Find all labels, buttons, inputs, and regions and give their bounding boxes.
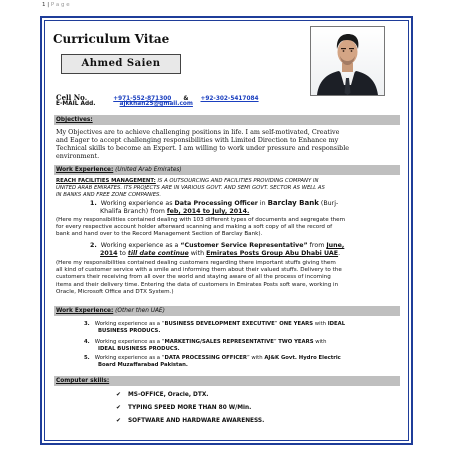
item-2-description [56,260,400,296]
work-uae-subheading: (United Arab Emirates) [115,167,182,173]
cv-title: Curriculum Vitae [53,32,170,46]
employer-name: BUSINESS PRODUCS. [98,328,161,334]
job-title: MARKETING/SALES REPRESENTATIVE [164,339,274,345]
reach-line: IN BANKS AND FREE ZONE COMPANIES. [56,192,162,198]
checkmark-icon: ✔ [116,405,121,411]
page-number [42,2,70,8]
employer-name: Emirates Posts Group Abu Dhabi UAE [206,250,339,257]
page-number-value: 1 [42,2,46,8]
objectives-heading: Objectives: [56,117,93,123]
objectives-line: My Objectives are to achieve challenging positions in life. I am self-motivated, Creative [56,128,340,136]
work-other-heading-bar [54,306,400,316]
description-line: items and their delivery time. Entering the data of customers in Emirates Posts soft ware, working in [56,281,339,288]
item-1-description [56,217,400,239]
employer-name: IDEAL [327,321,346,327]
checkmark-icon: ✔ [116,418,121,424]
objectives-text [56,128,400,160]
description-line: bank and hand over to the Record Management Section of Barclay Bank). [56,231,263,238]
item-number: 4. [84,339,90,345]
item-text: ” [274,321,280,327]
objectives-heading-bar [54,115,400,125]
item-text: ” [273,339,279,345]
reach-line: IS A OUTSOURCING AND FACILITIES PROVIDING COMPANY IN [155,178,319,184]
description-line: (Here my responsibilities contained dealing customers regarding there important stuffs giving them [56,260,336,266]
item-text: Working experience as a “ [94,355,165,361]
work-other-heading: Work Experience: [56,308,114,314]
reach-description [56,178,400,199]
reach-line: UNITED ARAB EMIRATES. ITS PROJECTS ARE IN VARIOUS GOVT. AND SEMI GOVT. SECTOR AS WELL AS [56,185,325,191]
employment-period: feb, 2014 to July, 2014. [166,208,250,215]
profile-photo [310,26,385,96]
item-number: 1. [90,200,97,207]
job-title: BUSINESS DEVELOPMENT EXECUTIVE [164,321,275,327]
experience-item-5 [84,355,404,369]
email-contact [56,101,193,107]
experience-item-2 [90,242,400,258]
item-text: (Burj- [318,200,339,207]
skill-text: SOFTWARE AND HARDWARE AWARENESS. [128,418,265,424]
description-line: (Here my responsibilities contained dealing with 103 different types of documents and segregate them [56,217,346,223]
duration: TWO YEARS [278,339,314,345]
experience-item-4 [84,339,404,353]
phone-pk-link[interactable]: +92-302-5417084 [200,96,259,102]
experience-item-3 [84,321,404,335]
item-text: Khalifa Branch) from [100,208,167,215]
computer-skills-heading-bar [54,376,400,386]
name-box: Ahmed Saien [61,54,181,74]
objectives-line: and Eager to accept challenging responsibilities with Limited Direction to Enhance my [56,136,339,144]
employer-name: Barclay Bank [267,199,319,207]
item-text: with [188,250,207,257]
description-line: customers their receiving from all over the world and staying aware of all the process of incoming [56,274,331,281]
employment-year: 2014 [100,250,118,257]
item-text: Working experience as a “ [94,339,165,345]
employer-name: IDEAL BUSINESS PRODUCS. [98,346,180,352]
item-text: in [257,200,268,207]
item-number: 5. [84,355,90,361]
page-label: P a g e [50,2,70,8]
duration: ONE YEARS [279,321,314,327]
description-line: all kind of customer service with a smile and informing them about their valued stuffs. Delivery to the [56,267,342,274]
item-text: to [117,250,128,257]
work-uae-heading-bar [54,165,400,175]
skill-item [116,418,264,424]
email-label: E-MAIL Add. [56,101,96,107]
email-link[interactable]: ajkkhan25@gmail.com [119,101,193,107]
reach-company-name: REACH FACILITIES MANAGEMENT: [56,178,156,184]
checkmark-icon: ✔ [116,392,121,398]
item-text: with [313,339,327,345]
employment-start: June, [326,242,345,249]
description-line: Oracle, Microsoft Office and DTX System.) [56,288,174,295]
page-number-separator: | [45,2,51,8]
employment-status: till date continue [127,250,189,257]
work-uae-heading: Work Experience: [56,167,114,173]
item-number: 3. [84,321,90,327]
skill-item [116,392,209,398]
employer-name: Board Muzaffarabad Pakistan. [98,362,188,368]
skill-text: MS-OFFICE, Oracle, DTX. [128,392,209,398]
employer-name: AJ&K Govt. Hydro Electric [264,355,341,361]
person-photo-icon [311,27,384,95]
item-text: ” with [246,355,265,361]
item-text: with [313,321,328,327]
item-text: . [338,250,341,257]
item-number: 2. [90,242,97,249]
work-other-subheading: (Other then UAE) [115,308,165,314]
description-line: for every respective account holder afterward scanning and making a soft copy of all the record of [56,224,333,231]
job-title: DATA PROCESSING OFFICER [164,355,247,361]
skill-text: TYPING SPEED MORE THAN 80 W/Min. [128,405,252,411]
item-text: Working experience as a [100,242,181,249]
phone-uae-link[interactable]: +971-552-871300 [113,96,172,102]
objectives-line: environment. [56,152,100,160]
phone-separator: & [183,96,189,102]
cell-label: Cell No. [56,93,88,102]
objectives-line: Technical skills to become an Expert. I am willing to work under pressure and responsible [56,144,350,152]
experience-item-1 [90,199,400,216]
job-title: Data Processing Officer [174,200,258,207]
computer-skills-heading: Computer skills: [56,378,110,384]
item-text: Working experience as [100,200,175,207]
item-text: Working experience as a “ [94,321,165,327]
job-title: “Customer Service Representative” [180,242,308,249]
item-text: from [307,242,327,249]
skill-item [116,405,251,411]
